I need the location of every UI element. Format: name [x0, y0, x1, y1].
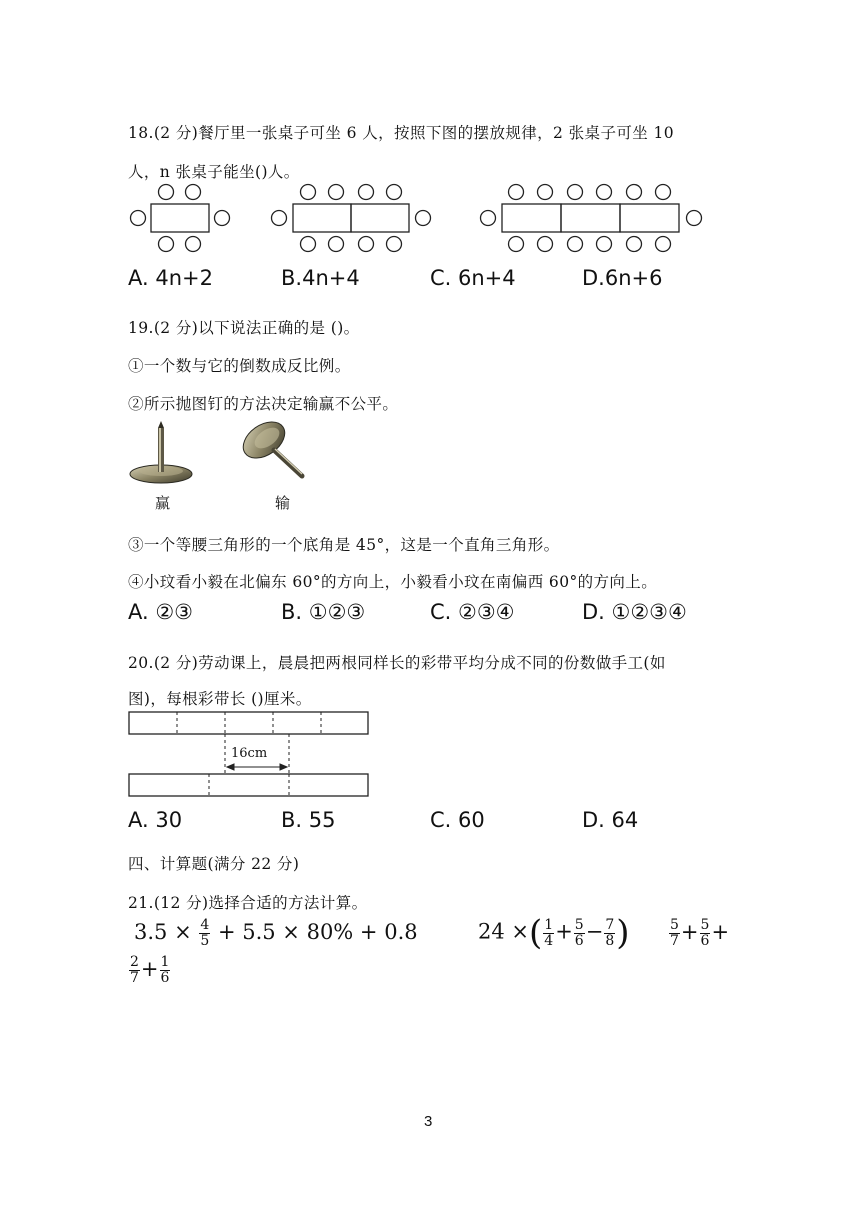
q21-expression-1: 3.5 × $\frac{4}{5}$ + 5.5 × 80% + 0.8	[134, 917, 418, 949]
q20-line2: 图)，每根彩带长 ()厘米。	[128, 690, 312, 708]
tilted-thumbtack-image	[237, 418, 302, 476]
q18-option-a: A. 4n+2	[128, 266, 213, 290]
q20-option-d: D. 64	[582, 808, 639, 832]
q19-option-d: D. ①②③④	[582, 600, 687, 624]
q20-option-c: C. 60	[430, 808, 485, 832]
q19-option-c: C. ②③④	[430, 600, 515, 624]
q19-option-a: A. ②③	[128, 600, 193, 624]
q21-expression-3-part2: $\frac{2}{7}$ + $\frac{1}{6}$	[130, 954, 170, 986]
upright-thumbtack-image	[130, 421, 192, 483]
q19-statement-1: ①一个数与它的倒数成反比例。	[128, 357, 351, 375]
two-tables-arrangement	[272, 185, 431, 252]
q21-expression-3-part1: $\frac{5}{7}$ + $\frac{5}{6}$ +	[670, 917, 730, 949]
q20-line1: 20.(2 分)劳动课上，晨晨把两根同样长的彩带平均分成不同的份数做手工(如	[128, 654, 666, 672]
measure-label: 16cm	[231, 746, 268, 761]
q18-option-c: C. 6n+4	[430, 266, 516, 290]
q19-statement-2: ②所示抛图钉的方法决定输赢不公平。	[128, 395, 399, 413]
table-arrangement-figure	[126, 178, 716, 258]
ribbon-bottom	[129, 774, 368, 796]
q21-expression-2: 24 ×( $\frac{1}{4}$ + $\frac{5}{6}$ − $\frac{7}{8}$ )	[478, 913, 630, 953]
q21-stem: 21.(12 分)选择合适的方法计算。	[128, 894, 368, 912]
ribbon-top	[129, 712, 368, 734]
q18-line1: 18.(2 分)餐厅里一张桌子可坐 6 人，按照下图的摆放规律，2 张桌子可坐 10	[128, 124, 674, 142]
q19-option-b: B. ①②③	[281, 600, 366, 624]
win-label: 赢	[155, 494, 171, 512]
q19-statement-3: ③一个等腰三角形的一个底角是 45°，这是一个直角三角形。	[128, 536, 560, 554]
q19-statement-4: ④小玟看小毅在北偏东 60°的方向上，小毅看小玟在南偏西 60°的方向上。	[128, 573, 658, 591]
q18-option-d: D.6n+6	[582, 266, 663, 290]
q18-option-b: B.4n+4	[281, 266, 360, 290]
thumbtack-images	[126, 418, 316, 490]
one-table-arrangement	[131, 185, 230, 252]
q20-option-b: B. 55	[281, 808, 336, 832]
q19-stem: 19.(2 分)以下说法正确的是 ()。	[128, 319, 360, 337]
q20-option-a: A. 30	[128, 808, 183, 832]
three-tables-arrangement	[481, 185, 702, 252]
lose-label: 输	[275, 494, 291, 512]
q18-line2: 人，n 张桌子能坐()人。	[128, 163, 300, 181]
page-number: 3	[424, 1113, 433, 1130]
section-4-title: 四、计算题(满分 22 分)	[128, 855, 300, 873]
